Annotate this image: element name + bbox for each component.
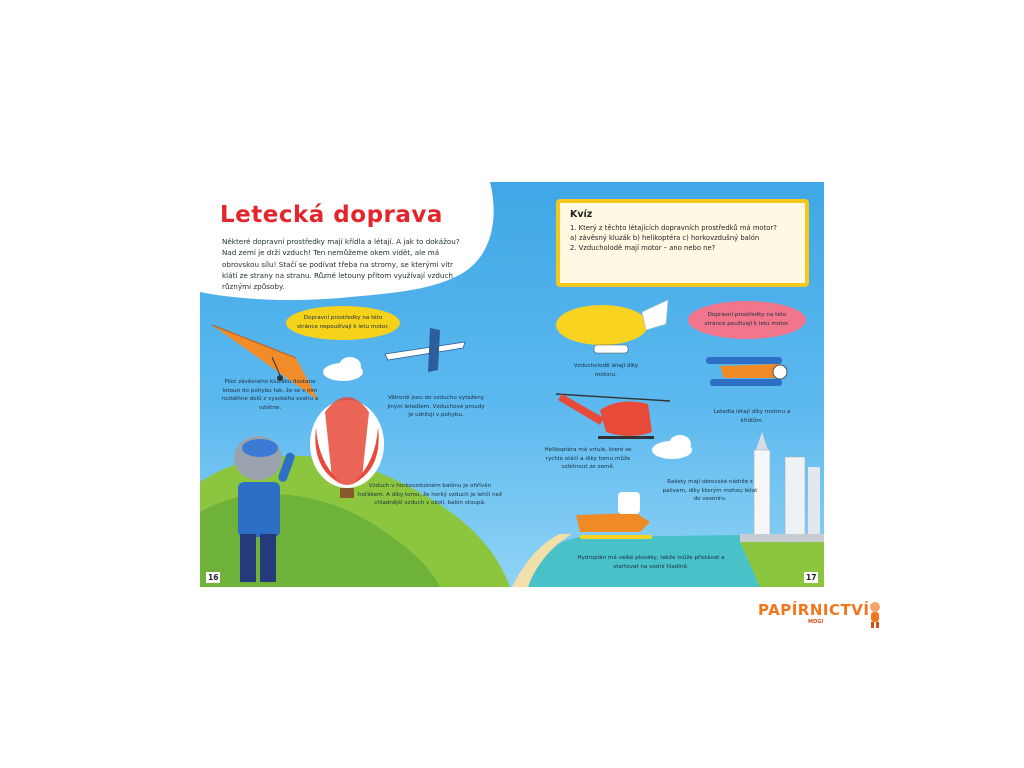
airship-caption: Vzducholodě létají díky motoru. [573,363,639,378]
quiz-line: a) závěsný kluzák b) helikoptéra c) horkovzdušný balón [570,234,760,242]
store-logo-sub: MOGI [808,619,824,625]
no-motor-bubble [286,306,400,340]
quiz-line: 2. Vzducholodě mají motor – ano nebo ne? [570,244,716,252]
mascot-icon [866,600,884,630]
page-number-right: 17 [806,573,817,582]
biplane-caption: Letadla létají díky motoru a křídlům. [713,409,791,424]
sailplane-caption: Větroně jsou do vzduchu vytaženy jiným letadlem. Vzduchové proudy je udržují v pohybu. [387,395,485,419]
motor-bubble [688,301,806,339]
store-logo: PAPÍRNICTVÍ [758,601,870,619]
intro-text: Některé dopravní prostředky mají křídla a létají. A jak to dokážou? Nad zemí je drží vzduch! Ten nemůžeme okem vidět, ale má obrovskou sílu! Stačí se podívat třeba na stromy, se kterými vítr klátí ze strany na stranu. Různé letouny přitom využívají vzduch různými způsoby. [222,237,460,292]
seaplane-caption: Hydroplán má velké plováky, takže může přistávat a startovat na vodní hladině. [577,555,725,570]
motor-bubble-text: Dopravní prostředky na této stránce používají k letu motor. [704,312,790,327]
quiz-title: Kvíz [570,209,593,220]
glider-caption: Pilot závěsného kluzáku dostane letoun do pohybu tak, že se s ním rozběhne dolů z vysokého svahu a vzlétne. [221,379,319,411]
quiz-line: 1. Který z těchto létajících dopravních prostředků má motor? [570,224,777,232]
page-number-left: 16 [208,573,219,582]
helicopter-caption: Helikoptéra má vrtule, které se rychle otáčí a díky tomu může vzlétnout ze země. [544,447,632,471]
rocket-caption: Rakety mají obrovské nádrže s palivem, díky kterým mohou létat do vesmíru. [662,479,758,503]
balloon-caption: Vzduch v horkovzdušném balónu je ohříván hořákem. A díky tomu, že horký vzduch je lehčí než chladnější vzduch v okolí, balón stoupá. [357,483,503,507]
no-motor-bubble-text: Dopravní prostředky na této stránce nepoužívají k letu motor. [297,315,389,330]
quiz-box [556,199,809,287]
book-spread [200,182,824,587]
page-title: Letecká doprava [220,202,443,228]
